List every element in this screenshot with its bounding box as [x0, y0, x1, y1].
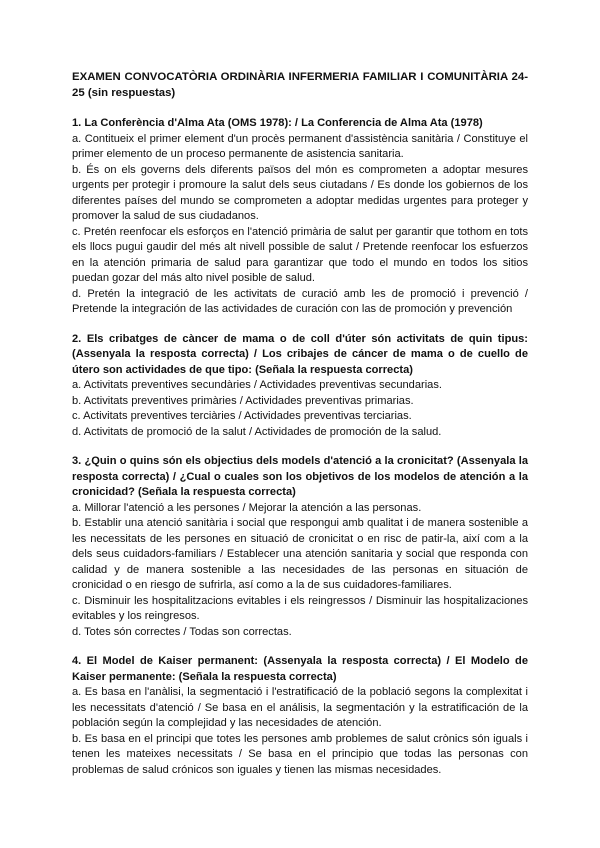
- question-text: 2. Els cribatges de càncer de mama o de coll d'úter són activitats de quin tipus: (Assenyala la resposta correcta) / Los cribajes de cáncer de mama o de cuello de útero son actividades de que tipo: (Señala la respuesta correcta): [72, 332, 528, 376]
- option-a: a. Activitats preventives secundàries / Actividades preventivas secundarias.: [72, 379, 442, 391]
- question-text: 3. ¿Quin o quins són els objectius dels models d'atenció a la cronicitat? (Assenyala la resposta correcta) / ¿Cual o cuales son los objetivos de los modelos de atención a la cronicidad? (Señala la respuesta correcta): [72, 455, 528, 498]
- option-b: b. Es basa en el principi que totes les persones amb problemes de salut crònics són iguals i tenen les mateixes necessitats / Se basa en el principio que todas las personas con problemas de salud crónicos son iguales y tienen las mismas necesidades.: [72, 732, 528, 776]
- question-3: [72, 454, 528, 640]
- option-a: a. Millorar l'atenció a les persones / Mejorar la atención a las personas.: [72, 501, 422, 514]
- question-4: [72, 654, 528, 778]
- option-b: b. És on els governs dels diferents països del món es comprometen a adoptar mesures urgents per protegir i promoure la salut dels seus ciutadans / Es donde los gobiernos de los diferentes países del mundo se comprometen a adoptar medidas urgentes para proteger y promover la salud de sus ciudadanos.: [72, 163, 528, 222]
- option-a: a. Es basa en l'anàlisi, la segmentació i l'estratificació de la població segons la complexitat i les necessitats d'atenció / Se basa en el análisis, la segmentación y la estratificación de la población según la complejidad y las necesidades de atención.: [72, 686, 528, 729]
- question-1: [72, 116, 528, 318]
- question-text: 4. El Model de Kaiser permanent: (Assenyala la resposta correcta) / El Modelo de Kaiser permanente: (Señala la respuesta correcta): [72, 655, 528, 683]
- option-d: d. Totes són correctes / Todas son correctas.: [72, 625, 292, 638]
- option-c: c. Activitats preventives terciàries / Actividades preventivas terciarias.: [72, 410, 412, 422]
- option-b: b. Activitats preventives primàries / Actividades preventivas primarias.: [72, 394, 414, 407]
- option-c: c. Disminuir les hospitalitzacions evitables i els reingressos / Disminuir las hospitalizaciones evitables y los reingresos.: [72, 594, 528, 622]
- option-d: d. Activitats de promoció de la salut / Actividades de promoción de la salud.: [72, 425, 442, 438]
- option-c: c. Pretén reenfocar els esforços en l'atenció primària de salut per garantir que tothom en tots els llocs pugui gaudir del més alt nivell possible de salut / Pretende reenfocar los esfuerzos en la atención primaria de salud para garantizar que todo el mundo en todos los sitios puedan gozar del más alto nivel posible de salud.: [72, 225, 528, 284]
- option-a: a. Contitueix el primer element d'un procès permanent d'assistència sanitària / Constituye el primer elemento de un proceso permanente de asistencia sanitaria.: [72, 132, 528, 160]
- question-2: [72, 332, 528, 441]
- option-d: d. Pretén la integració de les activitats de curació amb les de promoció i prevenció / Pretende la integración de las actividades de curación con las de promoción y prevención: [72, 287, 528, 315]
- option-b: b. Establir una atenció sanitària i social que respongui amb qualitat i de manera sostenible a les necessitats de les persones en situació de cronicitat o en risc de patir-la, així com a la dels seus cuidadors-familiars / Establecer una atención sanitaria y social que responda con calidad y de manera sostenible a las necesidades de las personas en situación de cronicidad o en riesgo de sufrirla, así como a la de sus cuidadores-familiares.: [72, 517, 528, 591]
- question-text: 1. La Conferència d'Alma Ata (OMS 1978): / La Conferencia de Alma Ata (1978): [72, 117, 483, 129]
- exam-title: EXAMEN CONVOCATÒRIA ORDINÀRIA INFERMERIA FAMILIAR I COMUNITÀRIA 24-25 (sin respuestas): [72, 71, 528, 99]
